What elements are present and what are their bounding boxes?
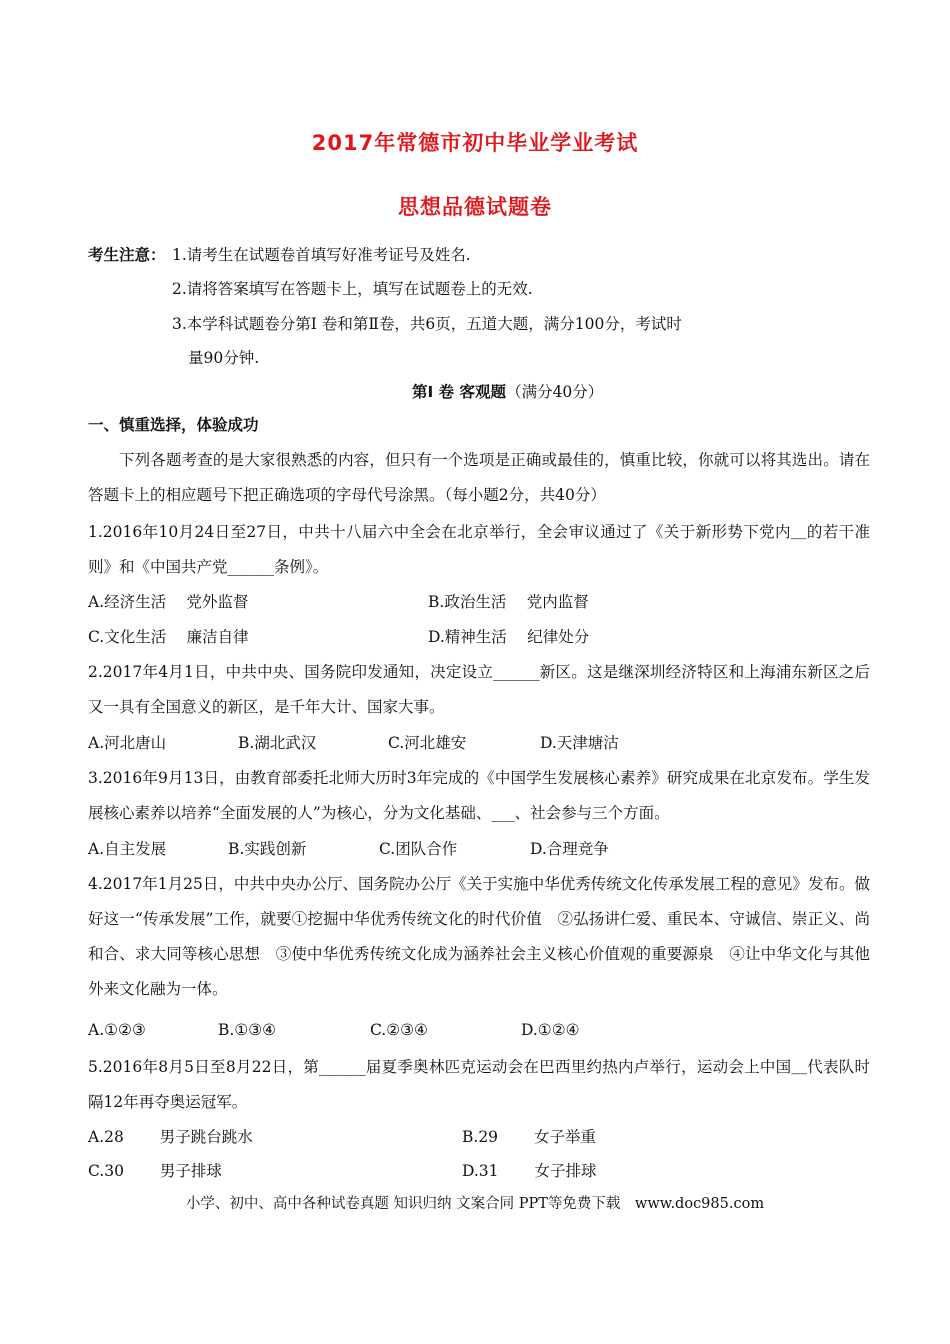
question-1-option-b: B.政治生活 党内监督 <box>428 593 589 611</box>
question-4-option-a: A.①②③ <box>88 1021 146 1039</box>
notice-item-1: 1.请考生在试题卷首填写好准考证号及姓名. <box>172 246 471 264</box>
question-1-option-d: D.精神生活 纪律处分 <box>428 628 590 646</box>
section-header-title: 第Ⅰ 卷 客观题 <box>412 383 507 401</box>
question-5-option-d: D.31 女子排球 <box>462 1162 597 1180</box>
exam-title: 2017年常德市初中毕业学业考试 <box>311 131 639 155</box>
exam-subtitle: 思想品德试题卷 <box>398 195 552 219</box>
question-3-option-c: C.团队合作 <box>379 840 458 858</box>
question-5-option-b: B.29 女子举重 <box>462 1128 596 1146</box>
question-5-stem: 5.2016年8月5日至8月22日，第______届夏季奥林匹克运动会在巴西里约热内卢举行，运动会上中国＿代表队时隔12年再夺奥运冠军。 <box>88 1058 870 1111</box>
question-4-option-b: B.①③④ <box>218 1021 277 1039</box>
question-1-stem: 1.2016年10月24日至27日，中共十八届六中全会在北京举行，全会审议通过了《关于新形势下党内＿的若干准则》和《中国共产党______条例》。 <box>88 523 870 576</box>
section-header <box>412 382 603 402</box>
question-2-option-a: A.河北唐山 <box>88 734 167 752</box>
question-2-option-d: D.天津塘沽 <box>540 734 619 752</box>
question-3-stem: 3.2016年9月13日，由教育部委托北师大历时3年完成的《中国学生发展核心素养》研究成果在北京发布。学生发展核心素养以培养“全面发展的人”为核心，分为文化基础、___、社会参与三个方面。 <box>88 769 870 822</box>
question-2-option-c: C.河北雄安 <box>388 734 467 752</box>
part1-instructions: 下列各题考查的是大家很熟悉的内容，但只有一个选项是正确或最佳的，慎重比较，你就可以将其选出。请在答题卡上的相应题号下把正确选项的字母代号涂黑。（每小题2分，共40分） <box>88 451 870 504</box>
question-2-option-b: B.湖北武汉 <box>238 734 317 752</box>
question-2-stem: 2.2017年4月1日，中共中央、国务院印发通知，决定设立______新区。这是继深圳经济特区和上海浦东新区之后又一具有全国意义的新区，是千年大计、国家大事。 <box>88 663 870 716</box>
notice-item-3-cont: 量90分钟. <box>188 349 260 367</box>
question-4-option-d: D.①②④ <box>521 1021 580 1039</box>
question-4-stem: 4.2017年1月25日，中共中央办公厅、国务院办公厅《关于实施中华优秀传统文化传承发展工程的意见》发布。做好这一“传承发展”工作，就要①挖掘中华优秀传统文化的时代价值 ②弘扬讲仁爱、重民本、守诚信、崇正义、尚和合、求大同等核心思想 ③使中华优秀传统文化成为涵养社会主义核心价值观的重要源泉 ④让中华文化与其他外来文化融为一体。 <box>88 875 870 998</box>
question-1-option-c: C.文化生活 廉洁自律 <box>88 628 249 646</box>
section-header-score: （满分40分） <box>506 383 604 401</box>
part1-heading: 一、慎重选择，体验成功 <box>88 416 259 434</box>
notice-item-2: 2.请将答案填写在答题卡上，填写在试题卷上的无效. <box>172 280 533 298</box>
question-3-option-d: D.合理竞争 <box>530 840 609 858</box>
question-4-option-c: C.②③④ <box>370 1021 428 1039</box>
notice-item-3: 3.本学科试题卷分第Ⅰ 卷和第Ⅱ卷，共6页，五道大题，满分100分，考试时 <box>172 315 682 333</box>
question-3-option-a: A.自主发展 <box>88 840 167 858</box>
question-5-option-a: A.28 男子跳台跳水 <box>88 1128 253 1146</box>
page-footer: 小学、初中、高中各种试卷真题 知识归纳 文案合同 PPT等免费下载 www.doc985.com <box>185 1196 765 1212</box>
question-1-option-a: A.经济生活 党外监督 <box>88 593 249 611</box>
question-3-option-b: B.实践创新 <box>228 840 307 858</box>
notice-label: 考生注意： <box>88 246 166 264</box>
question-5-option-c: C.30 男子排球 <box>88 1162 222 1180</box>
